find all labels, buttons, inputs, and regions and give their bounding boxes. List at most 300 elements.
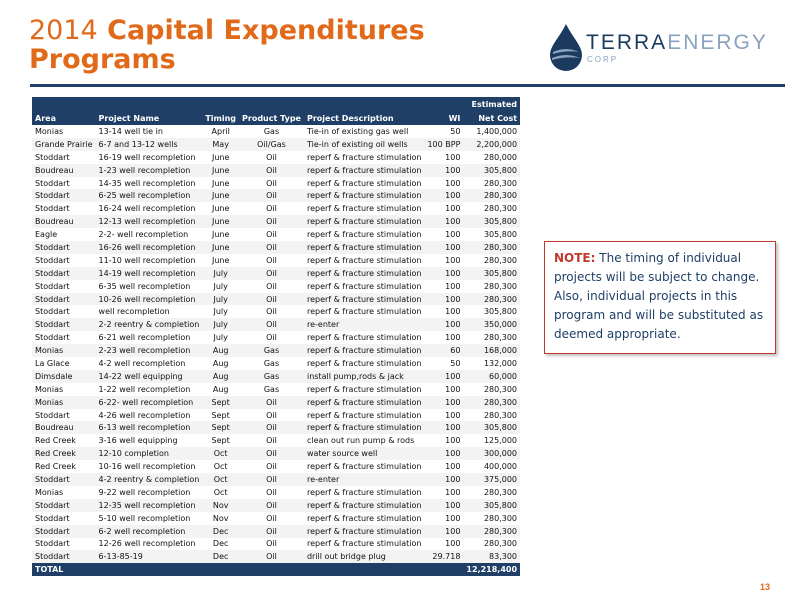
cell-project-name: 14-22 well equipping: [96, 370, 203, 383]
cell-area: Monias: [32, 396, 96, 409]
cell-project-name: 12-26 well recompletion: [98, 539, 196, 549]
note-box: [544, 241, 776, 354]
cell-timing: June: [211, 255, 230, 265]
header-timing: Timing: [202, 111, 239, 125]
cell-wi: 100: [445, 255, 461, 265]
cell-area: Stoddart: [32, 189, 96, 202]
cell-product-type: Oil: [239, 499, 304, 512]
cell-wi: 100: [424, 525, 463, 538]
cell-area: Monias: [35, 487, 64, 497]
cell-net-cost: 2,200,000: [463, 138, 520, 151]
cell-timing: Sept: [211, 410, 230, 420]
cell-wi: 100: [445, 487, 461, 497]
cell-net-cost: 375,000: [463, 473, 520, 486]
cell-wi: 100: [424, 499, 463, 512]
note-text: The timing of individual projects will be subject to change. Also, individual projects in this program and will be substituted as deemed appropriate.: [554, 251, 764, 341]
table-row: [32, 151, 520, 164]
table-row: [32, 434, 520, 447]
title-text: Capital Expenditures Programs: [29, 15, 425, 75]
cell-net-cost: 280,300: [463, 241, 520, 254]
cell-project-description: reperf & fracture stimulation: [304, 499, 425, 512]
cell-project-description: reperf & fracture stimulation: [304, 164, 425, 177]
cell-project-description: reperf & fracture stimulation: [306, 513, 422, 523]
cell-wi: 100: [445, 281, 461, 291]
cell-wi: 100: [424, 215, 463, 228]
cell-timing: Nov: [212, 513, 229, 523]
cell-product-type: Gas: [239, 370, 304, 383]
logo-corp: CORP: [587, 55, 619, 64]
table-row: [32, 421, 520, 434]
cell-project-name: 4-2 reentry & completion: [96, 473, 203, 486]
table-row: [32, 499, 520, 512]
cell-area: Stoddart: [32, 241, 96, 254]
cell-product-type: Oil: [239, 215, 304, 228]
cell-timing: July: [202, 267, 239, 280]
cell-timing: June: [211, 230, 230, 240]
cell-project-description: drill out bridge plug: [304, 550, 425, 563]
cell-net-cost: 83,300: [463, 550, 520, 563]
cell-product-type: Oil: [239, 525, 304, 538]
cell-timing: Oct: [213, 462, 228, 472]
cell-project-description: reperf & fracture stimulation: [306, 384, 422, 394]
table-row: [32, 177, 520, 190]
cell-net-cost: 400,000: [483, 462, 518, 472]
table-row: [32, 215, 520, 228]
table-row: [32, 241, 520, 254]
cell-product-type: Oil: [239, 396, 304, 409]
cell-product-type: Oil: [239, 241, 304, 254]
cell-product-type: Oil/Gas: [239, 138, 304, 151]
cell-project-description: reperf & fracture stimulation: [306, 152, 422, 162]
table-row: [32, 305, 520, 318]
cell-product-type: Oil: [239, 189, 304, 202]
cell-project-name: 11-10 well recompletion: [98, 255, 196, 265]
cell-project-name: 10-16 well recompletion: [98, 462, 196, 472]
table-header-row: [32, 111, 520, 125]
table-row: [32, 409, 520, 422]
cell-wi: 100: [424, 370, 463, 383]
cell-area: Stoddart: [35, 539, 70, 549]
table-row: [32, 331, 520, 344]
cell-product-type: Oil: [266, 204, 277, 214]
cell-project-description: reperf & fracture stimulation: [304, 344, 425, 357]
cell-product-type: Oil: [239, 550, 304, 563]
cell-project-name: 10-26 well recompletion: [96, 293, 203, 306]
cell-project-description: reperf & fracture stimulation: [306, 307, 422, 317]
cell-project-name: 6-25 well recompletion: [96, 189, 203, 202]
table-row: [32, 383, 520, 396]
cell-product-type: Gas: [239, 344, 304, 357]
page-number: 13: [760, 582, 771, 592]
cell-timing: June: [202, 241, 239, 254]
cell-net-cost: 305,800: [463, 267, 520, 280]
cell-product-type: Oil: [266, 255, 277, 265]
cell-area: Stoddart: [32, 318, 96, 331]
cell-project-name: 13-14 well tie in: [98, 126, 163, 136]
cell-project-name: 1-23 well recompletion: [96, 164, 203, 177]
cell-wi: 100: [445, 539, 461, 549]
cell-net-cost: 280,300: [463, 525, 520, 538]
cell-timing: June: [202, 215, 239, 228]
logo-terra: TERRA: [586, 31, 668, 54]
cell-timing: June: [211, 152, 230, 162]
table-row: [32, 138, 520, 151]
cell-area: Stoddart: [35, 333, 70, 343]
cell-product-type: Oil: [239, 421, 304, 434]
cell-project-description: reperf & fracture stimulation: [306, 255, 422, 265]
oil-drop-icon: [546, 22, 586, 72]
total-value: 12,218,400: [463, 563, 520, 576]
cell-wi: 100: [424, 318, 463, 331]
cell-net-cost: 305,800: [463, 421, 520, 434]
cell-area: Red Creek: [35, 436, 76, 446]
cell-net-cost: 280,300: [483, 487, 518, 497]
cell-wi: 29.718: [424, 550, 463, 563]
cell-timing: July: [202, 293, 239, 306]
company-logo: [546, 22, 776, 72]
cell-area: Monias: [35, 126, 64, 136]
cell-timing: April: [211, 126, 230, 136]
cell-net-cost: 280,300: [483, 333, 518, 343]
cell-wi: 100: [445, 333, 461, 343]
cell-area: Stoddart: [35, 178, 70, 188]
header-rule: [30, 84, 785, 87]
cell-project-description: water source well: [304, 447, 425, 460]
cell-wi: 100: [445, 204, 461, 214]
table-row: [32, 550, 520, 563]
cell-net-cost: 60,000: [463, 370, 520, 383]
cell-area: Dimsdale: [32, 370, 96, 383]
page-title: [29, 16, 449, 74]
table-row: [32, 267, 520, 280]
cell-wi: 100: [445, 152, 461, 162]
cell-product-type: Oil: [266, 436, 277, 446]
cell-timing: July: [213, 281, 228, 291]
cell-timing: Aug: [202, 370, 239, 383]
cell-timing: Aug: [202, 344, 239, 357]
cell-project-name: 9-22 well recompletion: [98, 487, 191, 497]
cell-project-description: reperf & fracture stimulation: [306, 462, 422, 472]
cell-project-name: 4-26 well recompletion: [98, 410, 191, 420]
cell-project-description: reperf & fracture stimulation: [306, 230, 422, 240]
table-row: [32, 447, 520, 460]
cell-net-cost: 350,000: [463, 318, 520, 331]
title-year: 2014: [29, 15, 98, 46]
cell-wi: 100: [424, 164, 463, 177]
cell-timing: Oct: [202, 447, 239, 460]
cell-project-description: reperf & fracture stimulation: [306, 358, 422, 368]
cell-project-name: 14-19 well recompletion: [96, 267, 203, 280]
cell-project-name: well recompletion: [98, 307, 170, 317]
cell-area: Stoddart: [35, 152, 70, 162]
cell-project-description: reperf & fracture stimulation: [304, 525, 425, 538]
cell-product-type: Oil: [239, 473, 304, 486]
cell-wi: 100: [424, 447, 463, 460]
cell-timing: Nov: [202, 499, 239, 512]
cell-project-name: 12-35 well recompletion: [96, 499, 203, 512]
cell-wi: 100: [424, 396, 463, 409]
cell-area: Stoddart: [35, 307, 70, 317]
cell-wi: 100: [424, 473, 463, 486]
cell-net-cost: 280,300: [483, 539, 518, 549]
cell-wi: 100: [445, 513, 461, 523]
table-row: [32, 538, 520, 551]
cell-area: Stoddart: [32, 293, 96, 306]
cell-net-cost: 305,800: [463, 164, 520, 177]
cell-wi: 50: [450, 358, 461, 368]
table-row: [32, 164, 520, 177]
cell-net-cost: 280,300: [483, 513, 518, 523]
cell-timing: July: [202, 318, 239, 331]
capex-table: [32, 97, 520, 576]
cell-area: Stoddart: [35, 281, 70, 291]
cell-project-description: clean out run pump & rods: [306, 436, 415, 446]
cell-project-name: 6-35 well recompletion: [98, 281, 191, 291]
cell-project-description: reperf & fracture stimulation: [306, 204, 422, 214]
cell-project-description: Tie-in of existing gas well: [306, 126, 409, 136]
table-row: [32, 228, 520, 241]
cell-net-cost: 125,000: [483, 436, 518, 446]
header-project-description: Project Description: [304, 111, 425, 125]
cell-wi: 100: [424, 293, 463, 306]
table-row: [32, 396, 520, 409]
cell-net-cost: 305,800: [463, 215, 520, 228]
table-row: [32, 344, 520, 357]
header-product-type: Product Type: [239, 111, 304, 125]
cell-project-name: 14-35 well recompletion: [98, 178, 196, 188]
total-label: TOTAL: [32, 563, 463, 576]
cell-product-type: Gas: [263, 384, 280, 394]
table-total-row: [32, 563, 520, 576]
cell-net-cost: 280,000: [483, 152, 518, 162]
cell-project-description: reperf & fracture stimulation: [304, 215, 425, 228]
cell-project-name: 4-2 well recompletion: [98, 358, 186, 368]
cell-project-description: reperf & fracture stimulation: [306, 178, 422, 188]
cell-product-type: Oil: [266, 333, 277, 343]
cell-timing: Aug: [212, 358, 229, 368]
cell-timing: July: [213, 307, 228, 317]
cell-project-name: 3-16 well equipping: [98, 436, 178, 446]
cell-wi: 100: [445, 436, 461, 446]
cell-wi: 100: [445, 230, 461, 240]
cell-project-name: 5-10 well recompletion: [98, 513, 191, 523]
cell-timing: Aug: [212, 384, 229, 394]
cell-product-type: Oil: [266, 178, 277, 188]
cell-project-description: reperf & fracture stimulation: [304, 293, 425, 306]
cell-project-description: reperf & fracture stimulation: [306, 281, 422, 291]
cell-timing: Dec: [202, 550, 239, 563]
cell-area: Stoddart: [35, 204, 70, 214]
cell-net-cost: 1,400,000: [476, 126, 518, 136]
cell-project-description: Tie-in of existing oil wells: [304, 138, 425, 151]
cell-net-cost: 280,300: [463, 396, 520, 409]
cell-net-cost: 305,800: [483, 307, 518, 317]
cell-net-cost: 280,300: [483, 410, 518, 420]
table-row: [32, 512, 520, 525]
cell-project-name: 6-2 well recompletion: [96, 525, 203, 538]
cell-wi: 100: [445, 307, 461, 317]
cell-product-type: Oil: [239, 318, 304, 331]
cell-project-name: 16-26 well recompletion: [96, 241, 203, 254]
header-estimated: Estimated: [463, 97, 520, 111]
cell-area: Boudreau: [32, 215, 96, 228]
cell-project-description: reperf & fracture stimulation: [304, 396, 425, 409]
table-row: [32, 318, 520, 331]
cell-project-description: re-enter: [304, 318, 425, 331]
table-row: [32, 254, 520, 267]
cell-project-name: 1-22 well recompletion: [98, 384, 191, 394]
cell-net-cost: 305,800: [463, 499, 520, 512]
cell-product-type: Oil: [266, 513, 277, 523]
cell-wi: 100: [424, 241, 463, 254]
cell-timing: May: [202, 138, 239, 151]
cell-area: Stoddart: [35, 513, 70, 523]
cell-timing: Sept: [202, 396, 239, 409]
cell-project-description: install pump,rods & jack: [304, 370, 425, 383]
cell-area: La Glace: [35, 358, 70, 368]
cell-wi: 100: [424, 189, 463, 202]
cell-product-type: Oil: [266, 281, 277, 291]
cell-wi: 100: [424, 421, 463, 434]
cell-area: Stoddart: [32, 499, 96, 512]
cell-project-description: re-enter: [304, 473, 425, 486]
cell-product-type: Oil: [266, 539, 277, 549]
cell-net-cost: 280,300: [483, 281, 518, 291]
cell-product-type: Oil: [239, 447, 304, 460]
header-project-name: Project Name: [96, 111, 203, 125]
table-row: [32, 280, 520, 293]
cell-project-description: reperf & fracture stimulation: [304, 241, 425, 254]
cell-project-name: 6-21 well recompletion: [98, 333, 191, 343]
cell-timing: Dec: [202, 525, 239, 538]
cell-wi: 100: [445, 410, 461, 420]
cell-product-type: Oil: [266, 462, 277, 472]
table-row: [32, 125, 520, 138]
cell-project-name: 6-22- well recompletion: [96, 396, 203, 409]
cell-timing: Dec: [212, 539, 229, 549]
cell-net-cost: 305,800: [483, 230, 518, 240]
cell-project-description: reperf & fracture stimulation: [306, 539, 422, 549]
cell-project-description: reperf & fracture stimulation: [306, 333, 422, 343]
cell-area: Boudreau: [32, 421, 96, 434]
table-row: [32, 202, 520, 215]
cell-project-name: 12-10 completion: [96, 447, 203, 460]
cell-wi: 50: [450, 126, 461, 136]
cell-timing: Sept: [202, 421, 239, 434]
cell-wi: 100: [445, 462, 461, 472]
cell-net-cost: 300,000: [463, 447, 520, 460]
cell-area: Stoddart: [32, 267, 96, 280]
cell-product-type: Gas: [263, 126, 280, 136]
cell-area: Eagle: [35, 230, 58, 240]
logo-wordmark: [586, 31, 768, 55]
header-net-cost: Net Cost: [463, 111, 520, 125]
table-row: [32, 370, 520, 383]
cell-net-cost: 280,300: [483, 255, 518, 265]
cell-area: Stoddart: [32, 473, 96, 486]
cell-timing: Sept: [211, 436, 230, 446]
cell-product-type: Gas: [263, 358, 280, 368]
cell-area: Red Creek: [35, 462, 76, 472]
cell-net-cost: 280,300: [483, 384, 518, 394]
cell-area: Boudreau: [32, 164, 96, 177]
cell-product-type: Oil: [266, 487, 277, 497]
cell-net-cost: 280,300: [483, 178, 518, 188]
cell-project-name: 2-2- well recompletion: [98, 230, 189, 240]
logo-energy: ENERGY: [667, 31, 768, 54]
cell-area: Stoddart: [35, 255, 70, 265]
header-area: Area: [32, 111, 96, 125]
table-row: [32, 357, 520, 370]
cell-wi: 100: [445, 178, 461, 188]
cell-net-cost: 280,300: [483, 204, 518, 214]
cell-project-description: reperf & fracture stimulation: [304, 189, 425, 202]
cell-timing: June: [211, 178, 230, 188]
table-row: [32, 525, 520, 538]
table-row: [32, 293, 520, 306]
cell-product-type: Oil: [239, 267, 304, 280]
cell-timing: July: [213, 333, 228, 343]
cell-project-name: 2-2 reentry & completion: [96, 318, 203, 331]
cell-project-description: reperf & fracture stimulation: [306, 410, 422, 420]
table-header-top-row: [32, 97, 520, 111]
cell-timing: Oct: [213, 487, 228, 497]
cell-wi: 60: [424, 344, 463, 357]
cell-area: Stoddart: [35, 410, 70, 420]
table-row: [32, 460, 520, 473]
cell-net-cost: 132,000: [483, 358, 518, 368]
cell-project-description: reperf & fracture stimulation: [304, 421, 425, 434]
cell-wi: 100: [424, 267, 463, 280]
cell-area: Grande Prairie: [32, 138, 96, 151]
cell-product-type: Oil: [239, 293, 304, 306]
cell-project-name: 6-7 and 13-12 wells: [96, 138, 203, 151]
cell-timing: June: [211, 204, 230, 214]
cell-project-name: 2-23 well recompletion: [96, 344, 203, 357]
table-body: [32, 125, 520, 563]
cell-product-type: Oil: [266, 230, 277, 240]
cell-product-type: Oil: [266, 307, 277, 317]
note-label: NOTE:: [554, 251, 596, 265]
cell-timing: June: [202, 189, 239, 202]
cell-timing: June: [202, 164, 239, 177]
cell-timing: Oct: [202, 473, 239, 486]
cell-area: Stoddart: [32, 525, 96, 538]
header-wi: WI: [424, 111, 463, 125]
table-row: [32, 189, 520, 202]
cell-wi: 100 BPP: [424, 138, 463, 151]
table-row: [32, 486, 520, 499]
cell-product-type: Oil: [266, 410, 277, 420]
cell-project-description: reperf & fracture stimulation: [306, 487, 422, 497]
cell-net-cost: 280,300: [463, 189, 520, 202]
cell-area: Monias: [35, 384, 64, 394]
cell-project-name: 16-19 well recompletion: [98, 152, 196, 162]
cell-net-cost: 168,000: [463, 344, 520, 357]
cell-project-name: 6-13-85-19: [96, 550, 203, 563]
cell-net-cost: 280,300: [463, 293, 520, 306]
cell-product-type: Oil: [266, 152, 277, 162]
cell-project-name: 6-13 well recompletion: [96, 421, 203, 434]
cell-area: Stoddart: [32, 550, 96, 563]
cell-project-description: reperf & fracture stimulation: [304, 267, 425, 280]
cell-project-name: 12-13 well recompletion: [96, 215, 203, 228]
cell-area: Red Creek: [32, 447, 96, 460]
cell-area: Monias: [32, 344, 96, 357]
cell-project-name: 16-24 well recompletion: [98, 204, 196, 214]
cell-wi: 100: [445, 384, 461, 394]
cell-product-type: Oil: [239, 164, 304, 177]
